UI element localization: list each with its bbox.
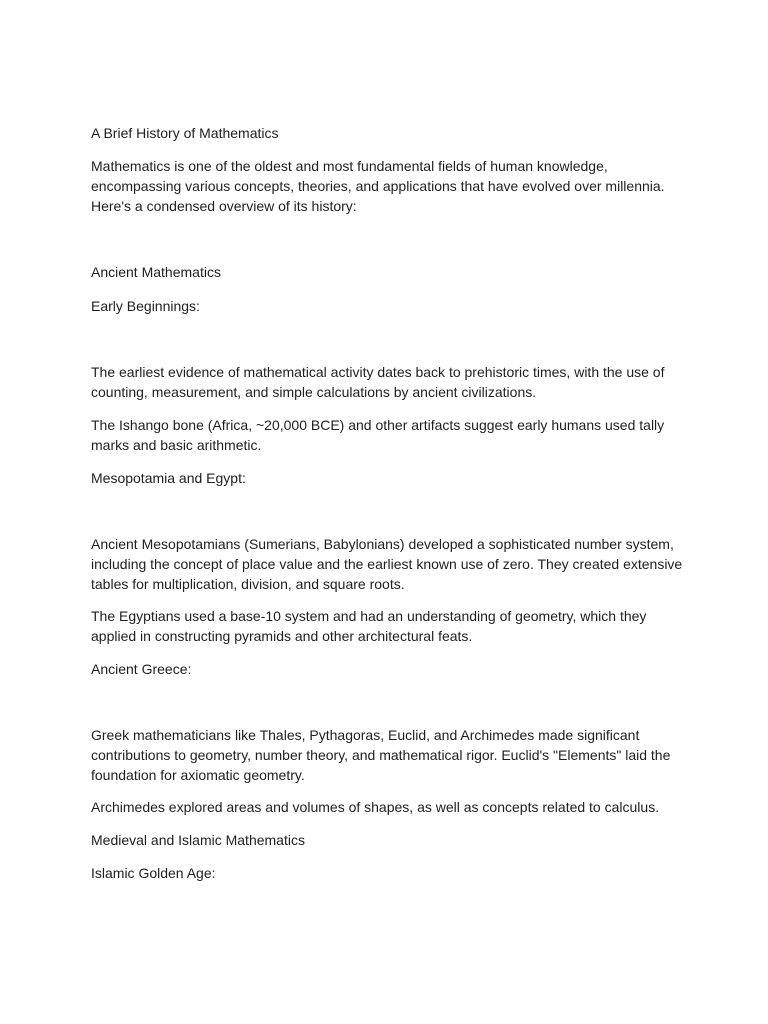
subheading-islamic-golden-age: Islamic Golden Age: xyxy=(91,865,216,881)
section-heading-ancient: Ancient Mathematics xyxy=(91,264,221,280)
section-heading-medieval: Medieval and Islamic Mathematics xyxy=(91,832,305,848)
subheading-early-beginnings: Early Beginnings: xyxy=(91,298,200,314)
paragraph-early-2: The Ishango bone (Africa, ~20,000 BCE) and other artifacts suggest early humans used tally marks and basic arithmetic. xyxy=(91,417,665,453)
subheading-ancient-greece: Ancient Greece: xyxy=(91,661,192,677)
intro-paragraph: Mathematics is one of the oldest and most fundamental fields of human knowledge, encompassing various concepts, theories, and applications that have evolved over millennia. Here's a condensed overview of its history: xyxy=(91,158,665,214)
paragraph-meso-2: The Egyptians used a base-10 system and had an understanding of geometry, which they applied in constructing pyramids and other architectural feats. xyxy=(91,608,647,644)
document-title: A Brief History of Mathematics xyxy=(91,125,279,141)
subheading-mesopotamia-egypt: Mesopotamia and Egypt: xyxy=(91,470,246,486)
paragraph-early-1: The earliest evidence of mathematical activity dates back to prehistoric times, with the use of counting, measurement, and simple calculations by ancient civilizations. xyxy=(91,364,665,400)
paragraph-meso-1: Ancient Mesopotamians (Sumerians, Babylonians) developed a sophisticated number system, including the concept of place value and the earliest known use of zero. They created extensive tables for multiplication, division, and square roots. xyxy=(91,536,683,592)
paragraph-greece-2: Archimedes explored areas and volumes of shapes, as well as concepts related to calculus. xyxy=(91,799,660,815)
paragraph-greece-1: Greek mathematicians like Thales, Pythagoras, Euclid, and Archimedes made significant contributions to geometry, number theory, and mathematical rigor. Euclid's "Elements" laid the foundation for axiomatic geometry. xyxy=(91,727,671,783)
